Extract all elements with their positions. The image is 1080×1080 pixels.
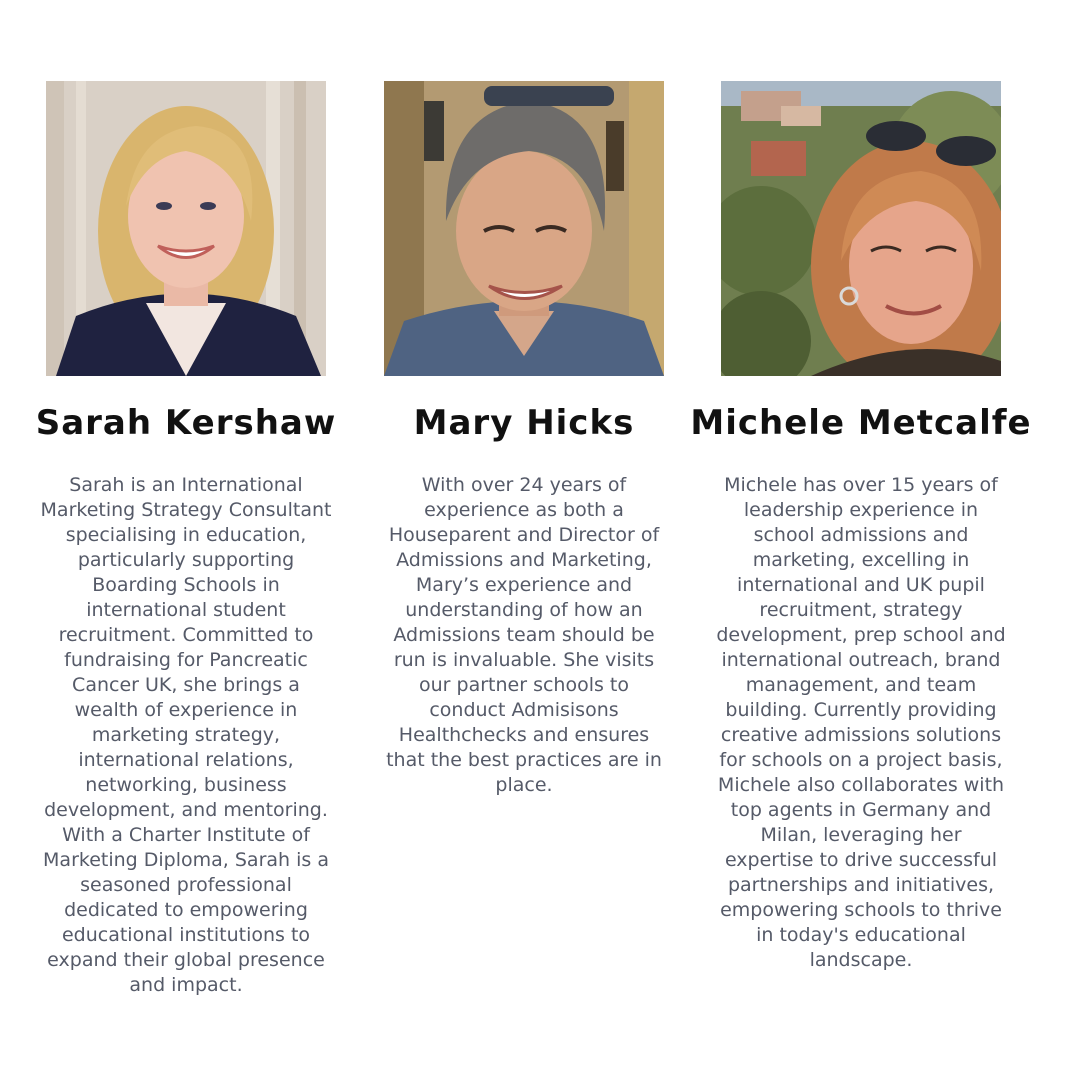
profile-bio: Sarah is an International Marketing Strategy Consultant specialising in education, particularly supporting Boarding Schools in international student recruitment. Committed to fundraising for Pancreatic Cancer UK, she brings a wealth of experience in marketing strategy, international relations, networking, business development, and mentoring. With a Charter Institute of Marketing Diploma, Sarah is a seasoned professional dedicated to empowering educational institutions to expand their global presence and impact. xyxy=(40,474,332,996)
profile-name: Michele Metcalfe xyxy=(690,403,1032,443)
profile-photo xyxy=(384,81,664,376)
profile-name: Mary Hicks xyxy=(413,403,635,443)
profile-bio: Michele has over 15 years of leadership experience in school admissions and marketing, excelling in international and UK pupil recruitment, strategy development, prep school and international outreach, brand management, and team building. Currently providing creative admissions solutions for schools on a project basis, Michele also collaborates with top agents in Germany and Milan, leveraging her expertise to drive successful partnerships and initiatives, empowering schools to thrive in today's educational landscape. xyxy=(716,474,1006,971)
profile-photo xyxy=(46,81,326,376)
profile-card-michele-metcalfe xyxy=(690,81,1032,971)
profile-bio: With over 24 years of experience as both a Houseparent and Director of Admissions and Marketing, Mary’s experience and understanding of how an Admissions team should be run is invaluable. She visits our partner schools to conduct Admisisons Healthchecks and ensures that the best practices are in place. xyxy=(386,474,662,796)
profile-name: Sarah Kershaw xyxy=(35,403,337,443)
profile-photo xyxy=(721,81,1001,376)
profile-card-sarah-kershaw xyxy=(35,81,337,996)
profile-card-mary-hicks xyxy=(384,81,664,796)
